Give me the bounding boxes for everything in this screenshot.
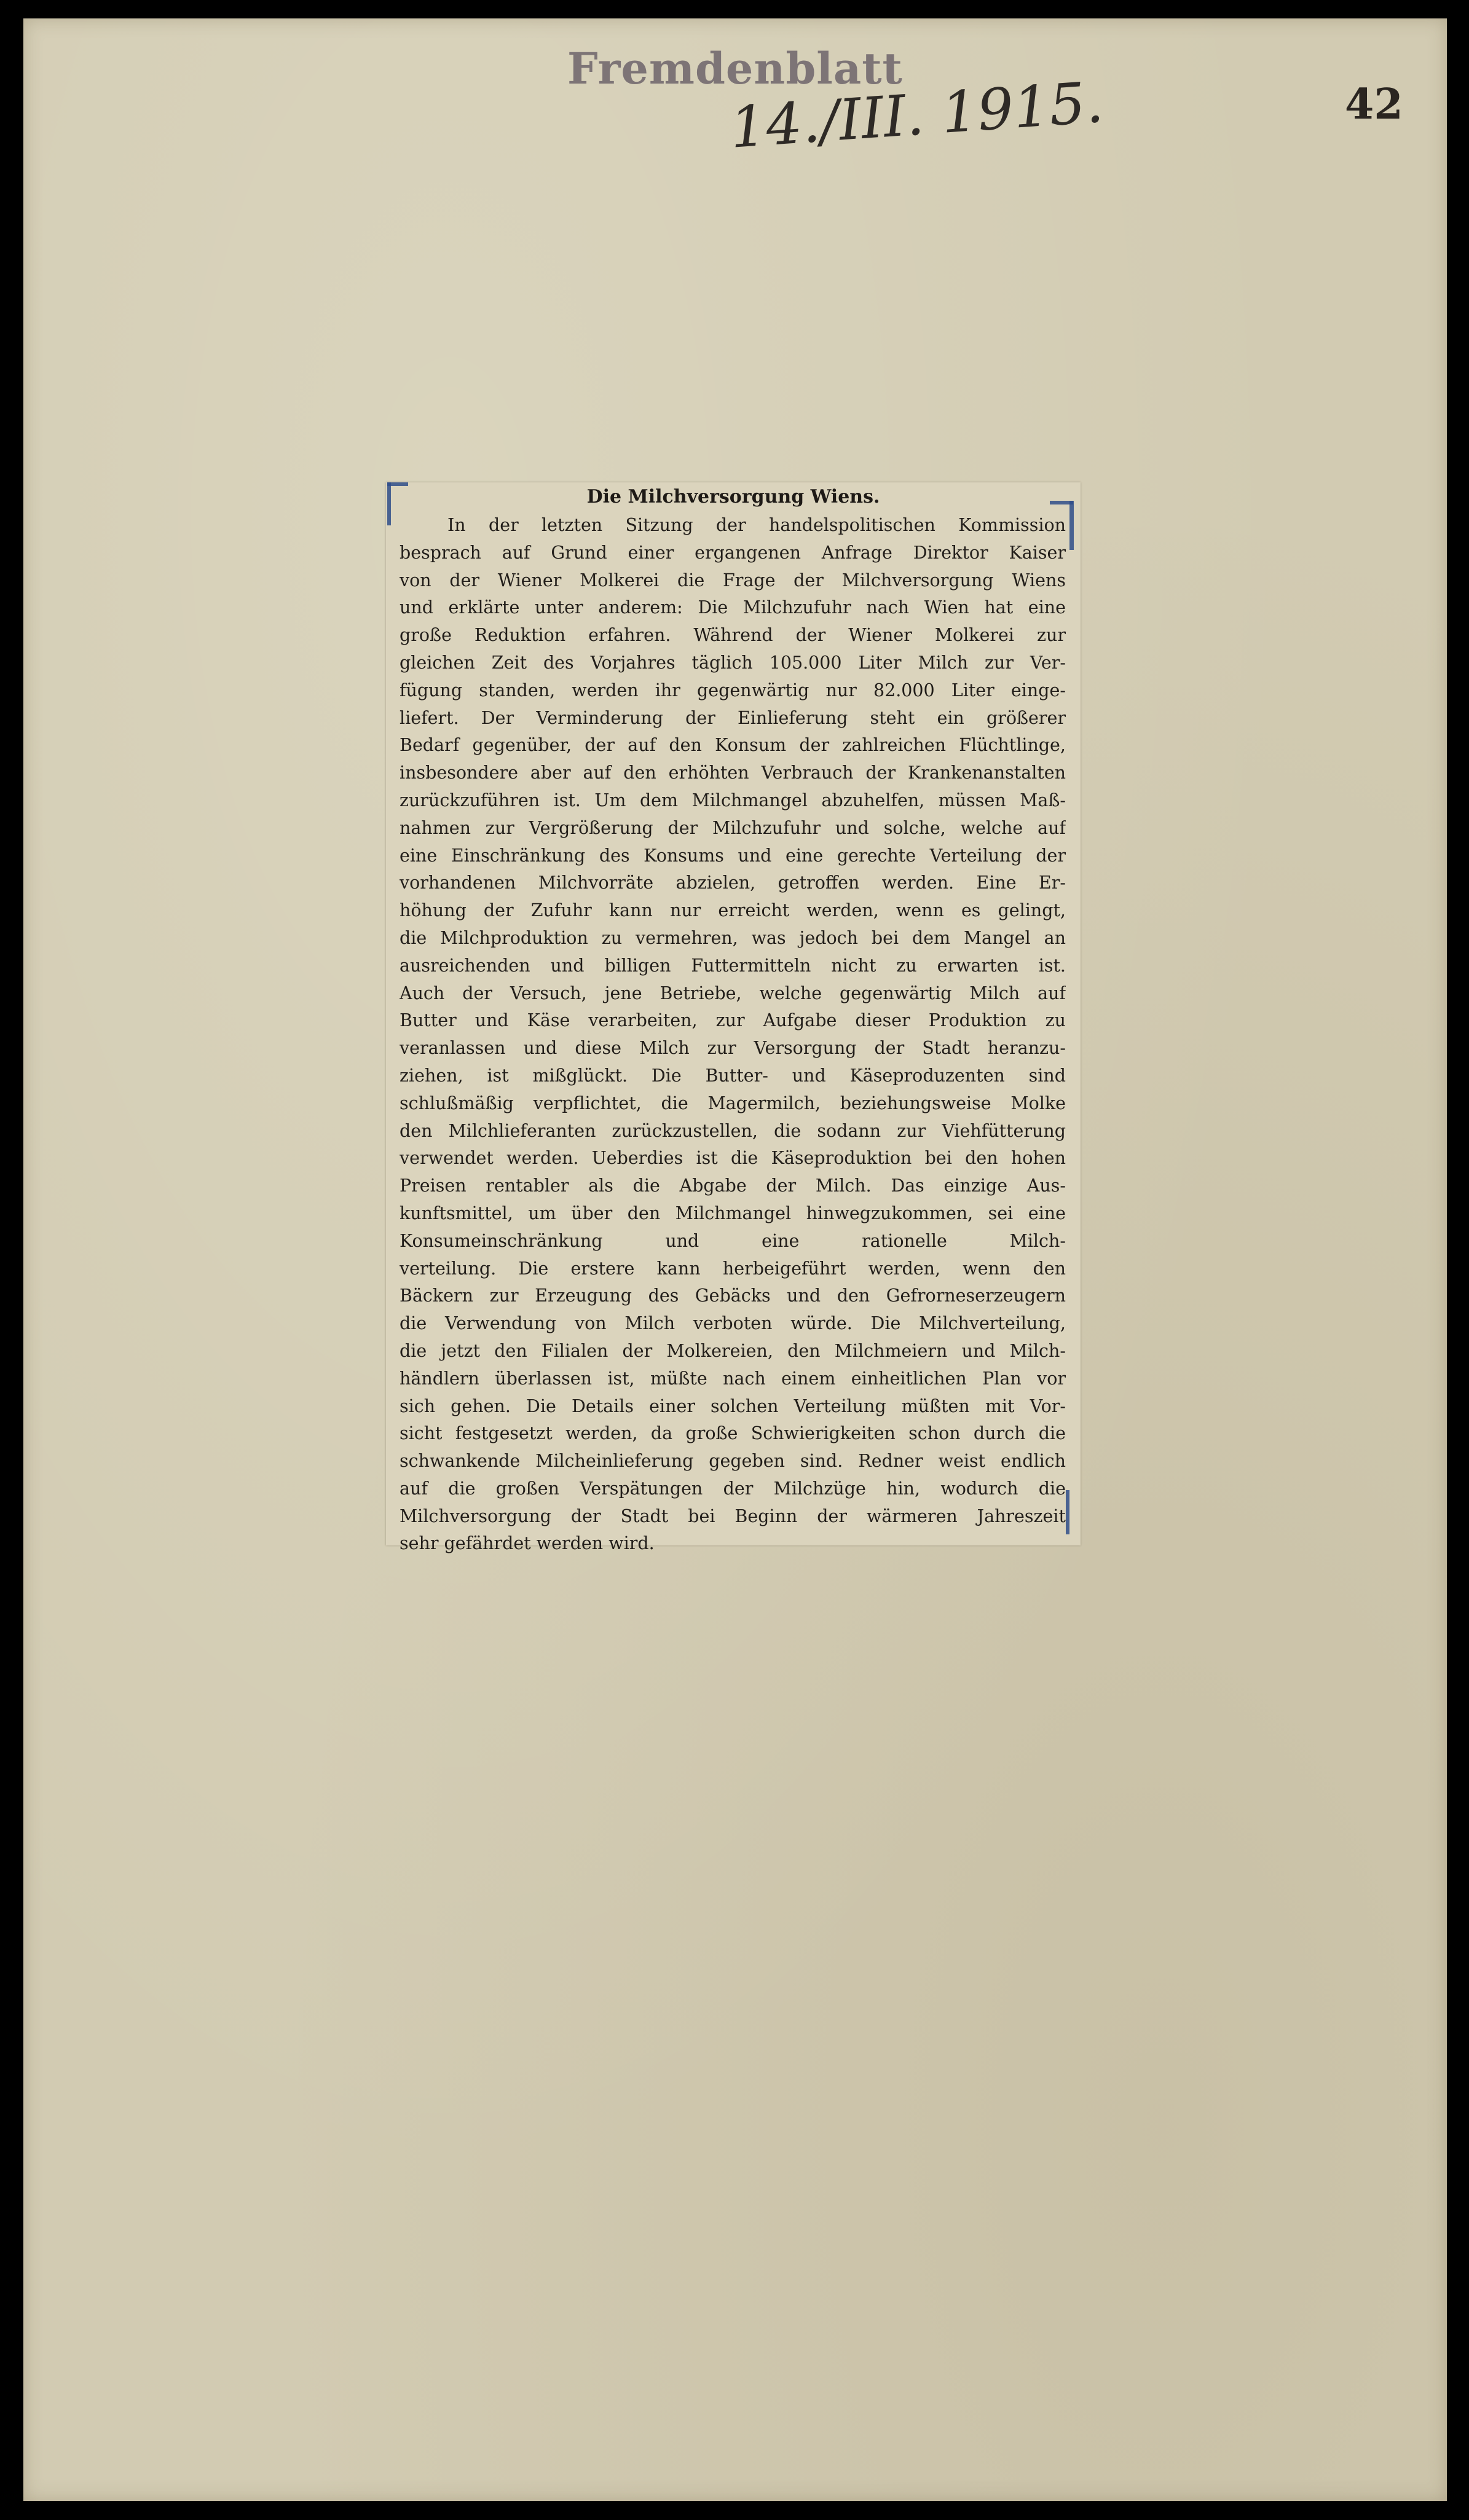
article-line: ausreichenden und billigen Futtermitteln nicht zu erwarten ist.: [400, 955, 1066, 976]
article-line: Bäckern zur Erzeugung des Gebäcks und den Gefrorneserzeugern: [400, 1286, 1066, 1306]
article-line: auf die großen Verspätungen der Milchzüge hin, wodurch die: [400, 1478, 1066, 1499]
article-line: verwendet werden. Ueberdies ist die Käseproduktion bei den hohen: [400, 1148, 1066, 1169]
newspaper-clipping: [386, 482, 1081, 1554]
article-line: die jetzt den Filialen der Molkereien, den Milchmeiern und Milch-: [400, 1340, 1066, 1361]
article-line: und erklärte unter anderem: Die Milchzufuhr nach Wien hat eine: [400, 597, 1066, 618]
article-line: gleichen Zeit des Vorjahres täglich 105.000 Liter Milch zur Ver-: [400, 652, 1066, 673]
article-line: händlern überlassen ist, müßte nach einem einheitlichen Plan vor: [400, 1368, 1066, 1389]
article-line: höhung der Zufuhr kann nur erreicht werden, wenn es gelingt,: [400, 900, 1066, 921]
article-line: eine Einschränkung des Konsums und eine gerechte Verteilung der: [400, 845, 1066, 866]
article-line: sicht festgesetzt werden, da große Schwierigkeiten schon durch die: [400, 1423, 1066, 1444]
article-body: [400, 512, 1066, 1558]
article-line: sehr gefährdet werden wird.: [400, 1533, 655, 1554]
article-line: Butter und Käse verarbeiten, zur Aufgabe dieser Produktion zu: [400, 1010, 1066, 1031]
article-line: Konsumeinschränkung und eine rationelle Milch-: [400, 1230, 1066, 1251]
article-line: besprach auf Grund einer ergangenen Anfrage Direktor Kaiser: [400, 542, 1066, 563]
newspaper-stamp: Fremdenblatt: [567, 43, 903, 94]
archive-page: [23, 18, 1447, 2501]
article-line: fügung standen, werden ihr gegenwärtig nur 82.000 Liter einge-: [400, 680, 1066, 701]
article-line: sich gehen. Die Details einer solchen Verteilung müßten mit Vor-: [400, 1395, 1066, 1416]
article-line: Bedarf gegenüber, der auf den Konsum der zahlreichen Flüchtlinge,: [400, 735, 1066, 756]
article-line: ziehen, ist mißglückt. Die Butter- und Käseproduzenten sind: [400, 1065, 1066, 1086]
article-line: schwankende Milcheinlieferung gegeben sind. Redner weist endlich: [400, 1451, 1066, 1472]
article-line: kunftsmittel, um über den Milchmangel hinwegzukommen, sei eine: [400, 1203, 1066, 1223]
article-line: zurückzuführen ist. Um dem Milchmangel abzuhelfen, müssen Maß-: [400, 790, 1066, 811]
article-line: liefert. Der Verminderung der Einlieferung steht ein größerer: [400, 707, 1066, 728]
article-line: verteilung. Die erstere kann herbeigeführt werden, wenn den: [400, 1258, 1066, 1279]
article-line: vorhandenen Milchvorräte abzielen, getroffen werden. Eine Er-: [400, 873, 1066, 893]
article-line: insbesondere aber auf den erhöhten Verbrauch der Krankenanstalten: [400, 763, 1066, 783]
article-line: Preisen rentabler als die Abgabe der Milch. Das einzige Aus-: [400, 1176, 1066, 1196]
article-line: von der Wiener Molkerei die Frage der Milchversorgung Wiens: [400, 570, 1066, 591]
article-line: große Reduktion erfahren. Während der Wiener Molkerei zur: [400, 625, 1066, 646]
article-title: Die Milchversorgung Wiens.: [586, 486, 880, 508]
article-line: die Verwendung von Milch verboten würde. Die Milchverteilung,: [400, 1313, 1066, 1334]
page-number: 42: [1345, 80, 1403, 129]
article-line: Milchversorgung der Stadt bei Beginn der wärmeren Jahreszeit: [400, 1505, 1066, 1526]
article-line: nahmen zur Vergrößerung der Milchzufuhr und solche, welche auf: [400, 817, 1066, 838]
article-line: veranlassen und diese Milch zur Versorgung der Stadt heranzu-: [400, 1038, 1066, 1059]
article-line: Auch der Versuch, jene Betriebe, welche gegenwärtig Milch auf: [400, 983, 1066, 1003]
article-line: schlußmäßig verpflichtet, die Magermilch, beziehungsweise Molke: [400, 1093, 1066, 1113]
article-line: den Milchlieferanten zurückzustellen, die sodann zur Viehfütterung: [400, 1120, 1066, 1141]
article-line: In der letzten Sitzung der handelspolitischen Kommission: [447, 515, 1066, 535]
handwritten-date: 14./III. 1915.: [728, 69, 1106, 161]
blue-pencil-mark-bottom-right: [1066, 1490, 1069, 1534]
blue-pencil-mark-right-vertical: [1069, 501, 1074, 550]
article-line: die Milchproduktion zu vermehren, was jedoch bei dem Mangel an: [400, 927, 1066, 948]
